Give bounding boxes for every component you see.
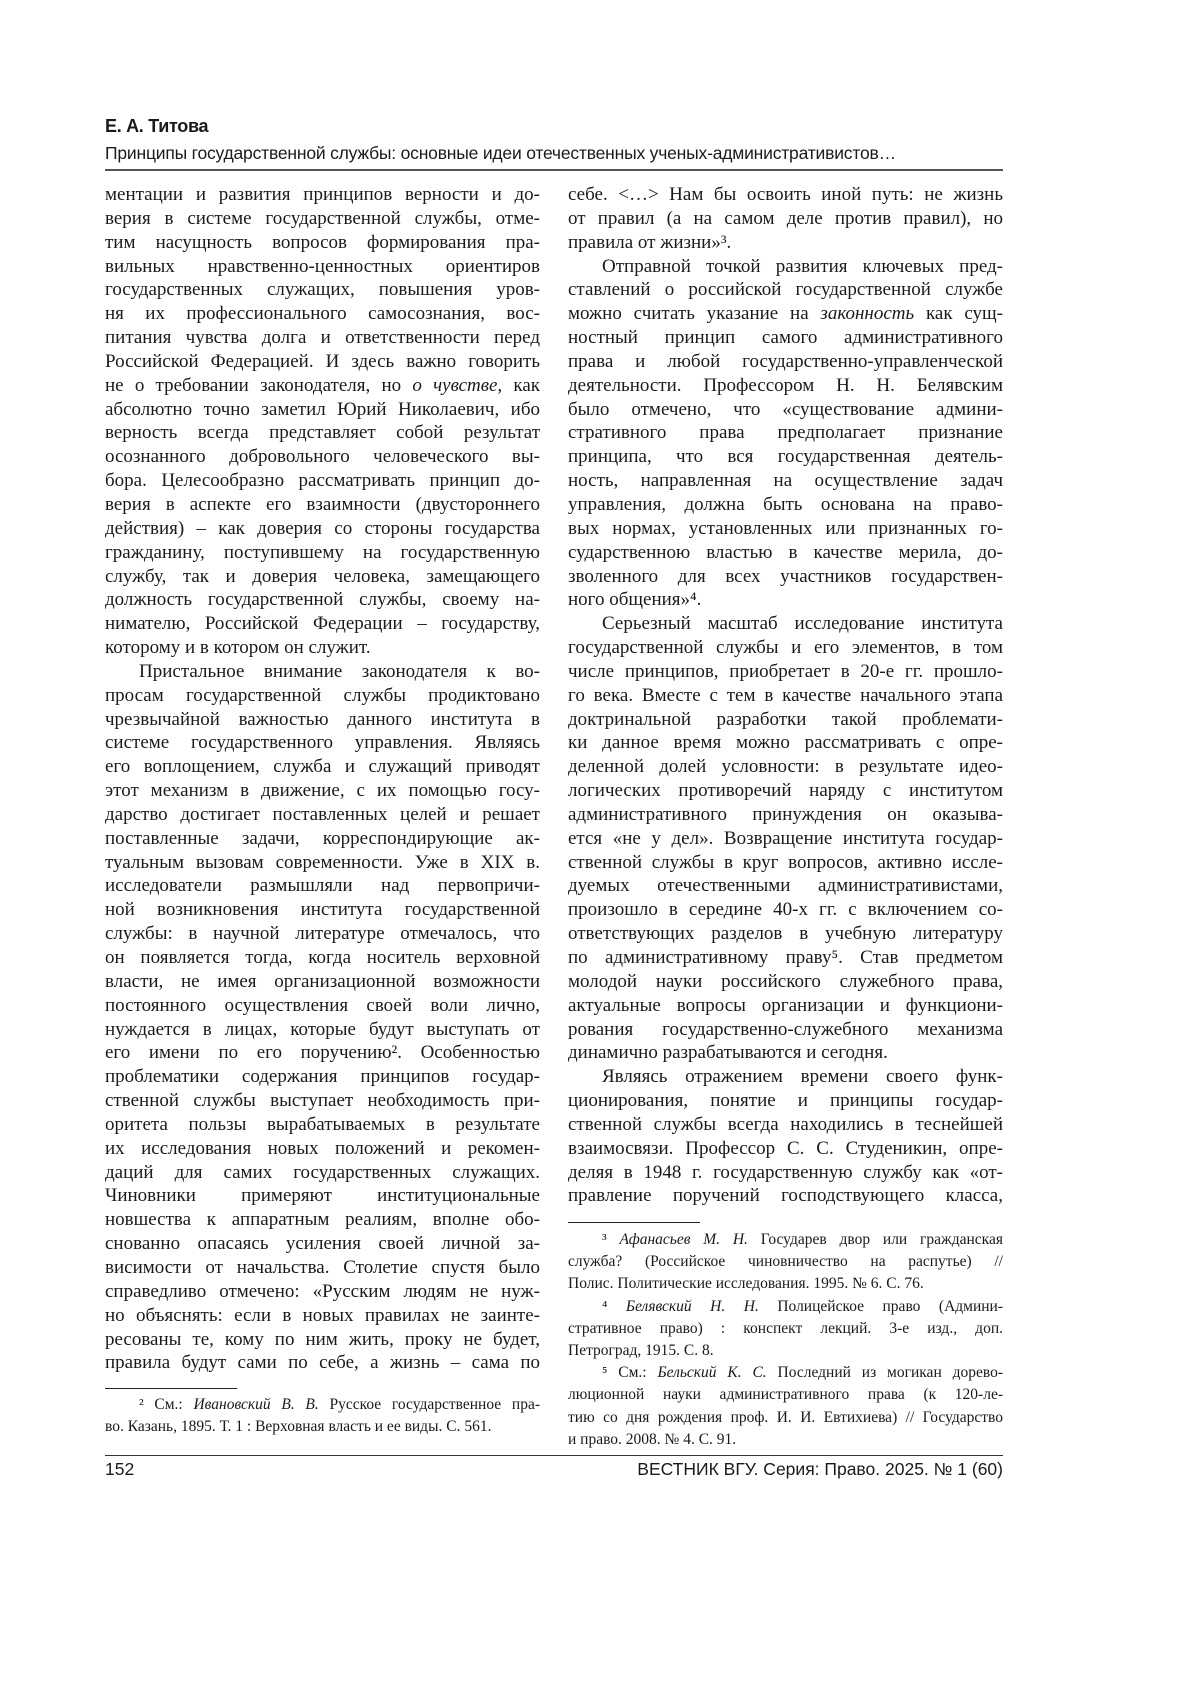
text-segment: Полицейское право (Админи- bbox=[759, 1298, 1003, 1315]
text-segment: государственной службы и его элементов, в том bbox=[568, 637, 1003, 658]
text-segment: службы: в научной литературе отмечалось, что bbox=[105, 923, 540, 944]
text-line bbox=[568, 1407, 1003, 1429]
text-segment: ставлений о российской государственной службе bbox=[568, 279, 1003, 300]
text-line bbox=[568, 278, 1003, 302]
text-segment: просам государственной службы продиктовано bbox=[105, 685, 540, 706]
text-segment: висимости от начальства. Столетие спустя было bbox=[105, 1257, 540, 1278]
text-line bbox=[568, 1184, 1003, 1208]
text-line bbox=[105, 1113, 540, 1137]
text-segment: динамично разрабатываются и сегодня. bbox=[568, 1042, 888, 1063]
text-line bbox=[568, 1041, 1003, 1065]
text-segment: правила от жизни»³. bbox=[568, 232, 731, 253]
text-line bbox=[105, 445, 540, 469]
text-segment: стративное право) : конспект лекций. 3-е изд., доп. bbox=[568, 1320, 1003, 1337]
text-line bbox=[105, 755, 540, 779]
text-segment: его воплощением, служба и служащий приводят bbox=[105, 756, 540, 777]
text-line bbox=[105, 1232, 540, 1256]
text-line bbox=[105, 350, 540, 374]
text-line bbox=[568, 541, 1003, 565]
footnote-divider-right bbox=[568, 1222, 700, 1223]
text-segment: молодой науки российского служебного права, bbox=[568, 971, 1003, 992]
text-segment: нимателю, Российской Федерации – государству, bbox=[105, 613, 540, 634]
text-segment: Отправной точкой развития ключевых пред- bbox=[602, 256, 1003, 277]
footnote-divider-left bbox=[105, 1388, 237, 1389]
text-segment: ной возникновения института государственной bbox=[105, 899, 540, 920]
text-line bbox=[568, 183, 1003, 207]
text-line bbox=[105, 326, 540, 350]
footer-divider bbox=[105, 1455, 1003, 1456]
text-line bbox=[568, 1273, 1003, 1295]
text-line bbox=[568, 827, 1003, 851]
text-segment: деляя в 1948 г. государственную службу как «от- bbox=[568, 1162, 1003, 1183]
text-line bbox=[568, 1296, 1003, 1318]
text-segment: верия в аспекте его взаимности (двустороннего bbox=[105, 494, 540, 515]
text-line bbox=[105, 1065, 540, 1089]
text-segment: нуждается в лицах, которые будут выступать от bbox=[105, 1019, 540, 1040]
text-segment: сударственною властью в качестве мерила, до- bbox=[568, 542, 1003, 563]
text-line bbox=[105, 1018, 540, 1042]
text-line bbox=[568, 898, 1003, 922]
text-line bbox=[568, 874, 1003, 898]
text-line bbox=[568, 1384, 1003, 1406]
italic-segment: Бельский К. С. bbox=[657, 1364, 766, 1381]
text-line bbox=[568, 1018, 1003, 1042]
text-line bbox=[105, 278, 540, 302]
text-line bbox=[105, 1041, 540, 1065]
text-line bbox=[105, 708, 540, 732]
text-line bbox=[105, 946, 540, 970]
text-segment: Последний из могикан дорево- bbox=[767, 1364, 1003, 1381]
text-line bbox=[105, 183, 540, 207]
text-line bbox=[105, 1394, 540, 1416]
text-segment: логических противоречий наряду с институтом bbox=[568, 780, 1003, 801]
text-line bbox=[568, 255, 1003, 279]
text-segment: Пристальное внимание законодателя к во- bbox=[139, 661, 540, 682]
text-segment: можно считать указание на bbox=[568, 303, 820, 324]
text-segment: во. Казань, 1895. Т. 1 : Верховная власть и ее виды. С. 561. bbox=[105, 1418, 491, 1435]
text-segment: как bbox=[502, 375, 540, 396]
left-column bbox=[105, 183, 540, 1375]
paragraph bbox=[105, 1394, 540, 1438]
text-line bbox=[568, 660, 1003, 684]
text-segment: числе принципов, приобретает в 20-е гг. прошло- bbox=[568, 661, 1003, 682]
text-segment: ⁴ bbox=[602, 1298, 626, 1315]
text-line bbox=[105, 684, 540, 708]
text-segment: проблематики содержания принципов государ- bbox=[105, 1066, 540, 1087]
text-segment: произошло в середине 40-х гг. с включением со- bbox=[568, 899, 1003, 920]
text-line bbox=[105, 1328, 540, 1352]
text-segment: было отмечено, что «существование админи- bbox=[568, 399, 1003, 420]
text-segment: административного принуждения он оказыва- bbox=[568, 804, 1003, 825]
text-segment: го века. Вместе с тем в качестве начального этапа bbox=[568, 685, 1003, 706]
text-segment: доктринальной разработки такой проблемати- bbox=[568, 709, 1003, 730]
text-line bbox=[568, 231, 1003, 255]
paragraph bbox=[568, 255, 1003, 613]
text-line bbox=[568, 1318, 1003, 1340]
text-line bbox=[568, 1113, 1003, 1137]
text-segment: взаимосвязи. Профессор С. С. Студеникин, опре- bbox=[568, 1138, 1003, 1159]
paragraph bbox=[568, 1362, 1003, 1451]
text-segment: ственной службы всегда находились в теснейшей bbox=[568, 1114, 1003, 1135]
text-segment: чрезвычайной важностью данного института в bbox=[105, 709, 540, 730]
text-segment: исследователи размышляли над первопричи- bbox=[105, 875, 540, 896]
text-segment: стративного права предполагает признание bbox=[568, 422, 1003, 443]
text-segment: службу, так и доверия человека, замещающего bbox=[105, 566, 540, 587]
text-segment: ³ bbox=[602, 1231, 619, 1248]
left-footnotes bbox=[105, 1394, 540, 1438]
text-segment: рования государственно-служебного механизма bbox=[568, 1019, 1003, 1040]
text-segment: ционирования, понятие и принципы государ- bbox=[568, 1090, 1003, 1111]
text-line bbox=[105, 493, 540, 517]
text-line bbox=[568, 708, 1003, 732]
text-segment: как сущ- bbox=[914, 303, 1003, 324]
text-segment: деленной долей условности: в результате идео- bbox=[568, 756, 1003, 777]
text-segment: себе. <…> Нам бы освоить иной путь: не жизнь bbox=[568, 184, 1003, 205]
text-segment: не о требовании законодателя, но bbox=[105, 375, 412, 396]
text-segment: ня их профессионального самосознания, вос- bbox=[105, 303, 540, 324]
text-line bbox=[105, 1280, 540, 1304]
text-segment: зволенного для всех участников государствен- bbox=[568, 566, 1003, 587]
text-line bbox=[568, 1089, 1003, 1113]
text-segment: и право. 2008. № 4. С. 91. bbox=[568, 1431, 736, 1448]
text-line bbox=[105, 660, 540, 684]
right-footnotes bbox=[568, 1229, 1003, 1451]
text-segment: питания чувства долга и ответственности перед bbox=[105, 327, 540, 348]
text-line bbox=[105, 1416, 540, 1438]
text-segment: государственных служащих, повышения уров- bbox=[105, 279, 540, 300]
italic-segment: Ивановский В. В. bbox=[193, 1396, 318, 1413]
text-segment: вых нормах, установленных или признанных го- bbox=[568, 518, 1003, 539]
text-segment: ственной службы в круг вопросов, активно иссле- bbox=[568, 852, 1003, 873]
text-segment: ментации и развития принципов верности и до- bbox=[105, 184, 540, 205]
text-line bbox=[568, 326, 1003, 350]
text-line bbox=[568, 1251, 1003, 1273]
text-line bbox=[568, 755, 1003, 779]
text-line bbox=[568, 946, 1003, 970]
paragraph bbox=[568, 183, 1003, 255]
text-line bbox=[568, 1340, 1003, 1362]
text-line bbox=[568, 517, 1003, 541]
text-line bbox=[568, 350, 1003, 374]
text-segment: Петроград, 1915. С. 8. bbox=[568, 1342, 714, 1359]
text-segment: верия в системе государственной службы, отме- bbox=[105, 208, 540, 229]
text-segment: справедливо отмечено: «Русским людям не нуж- bbox=[105, 1281, 540, 1302]
text-line bbox=[568, 1137, 1003, 1161]
italic-segment: о чувстве, bbox=[412, 375, 502, 396]
text-segment: осознанного добровольного человеческого вы- bbox=[105, 446, 540, 467]
italic-segment: Афанасьев М. Н. bbox=[619, 1231, 747, 1248]
text-line bbox=[105, 1208, 540, 1232]
text-line bbox=[105, 207, 540, 231]
text-segment: ного общения»⁴. bbox=[568, 589, 701, 610]
paragraph bbox=[105, 660, 540, 1375]
article-author: Е. А. Титова bbox=[105, 116, 208, 137]
text-line bbox=[568, 302, 1003, 326]
text-line bbox=[105, 1256, 540, 1280]
text-segment: поставленные задачи, корреспондирующие ак- bbox=[105, 828, 540, 849]
text-segment: верность всегда представляет собой результат bbox=[105, 422, 540, 443]
text-segment: ресованы те, кому по ним жить, проку не будет, bbox=[105, 1329, 540, 1350]
text-line bbox=[105, 565, 540, 589]
text-line bbox=[568, 469, 1003, 493]
text-segment: Государев двор или гражданская bbox=[748, 1231, 1003, 1248]
text-line bbox=[568, 493, 1003, 517]
text-line bbox=[568, 636, 1003, 660]
text-line bbox=[568, 565, 1003, 589]
text-segment: люционной науки административного права (к 120-ле- bbox=[568, 1386, 1003, 1403]
text-segment: ² См.: bbox=[139, 1396, 193, 1413]
text-line bbox=[105, 588, 540, 612]
text-line bbox=[105, 1089, 540, 1113]
italic-segment: Белявский Н. Н. bbox=[626, 1298, 759, 1315]
text-line bbox=[105, 541, 540, 565]
text-line bbox=[105, 469, 540, 493]
text-segment: ответствующих разделов в учебную литературу bbox=[568, 923, 1003, 944]
text-segment: гражданину, поступившему на государственную bbox=[105, 542, 540, 563]
text-line bbox=[568, 1065, 1003, 1089]
text-segment: этот механизм в движение, с их помощью госу- bbox=[105, 780, 540, 801]
text-line bbox=[568, 779, 1003, 803]
text-line bbox=[568, 374, 1003, 398]
text-segment: Полис. Политические исследования. 1995. № 6. С. 76. bbox=[568, 1275, 924, 1292]
text-line bbox=[105, 255, 540, 279]
paragraph bbox=[568, 1296, 1003, 1363]
text-segment: актуальные вопросы организации и функциони- bbox=[568, 995, 1003, 1016]
text-segment: новшества к аппаратным реалиям, вполне обо- bbox=[105, 1209, 540, 1230]
text-segment: от правил (а на самом деле против правил), но bbox=[568, 208, 1003, 229]
text-line bbox=[105, 803, 540, 827]
text-segment: бора. Целесообразно рассматривать принцип до- bbox=[105, 470, 540, 491]
text-line bbox=[105, 994, 540, 1018]
text-segment: их исследования новых положений и рекомен- bbox=[105, 1138, 540, 1159]
paragraph bbox=[568, 1229, 1003, 1296]
text-segment: права и любой государственно-управленческой bbox=[568, 351, 1003, 372]
text-segment: даций для самих государственных служащих. bbox=[105, 1162, 540, 1183]
text-segment: дуемых отечественными административистами, bbox=[568, 875, 1003, 896]
text-line bbox=[568, 588, 1003, 612]
text-segment: ⁵ См.: bbox=[602, 1364, 657, 1381]
text-segment: принципа, что вся государственная деятель- bbox=[568, 446, 1003, 467]
page-number: 152 bbox=[105, 1459, 134, 1480]
text-line bbox=[105, 874, 540, 898]
text-segment: тим насущность вопросов формирования пра- bbox=[105, 232, 540, 253]
text-line bbox=[568, 445, 1003, 469]
text-line bbox=[568, 398, 1003, 422]
text-line bbox=[568, 970, 1003, 994]
paragraph bbox=[105, 183, 540, 660]
text-line bbox=[568, 684, 1003, 708]
text-line bbox=[568, 207, 1003, 231]
text-segment: действия) – как доверия со стороны государства bbox=[105, 518, 540, 539]
running-title: Принципы государственной службы: основные идеи отечественных ученых-административистов… bbox=[105, 143, 896, 164]
text-segment: постоянного осуществления своей воли лично, bbox=[105, 995, 540, 1016]
text-line bbox=[568, 1161, 1003, 1185]
text-line bbox=[568, 803, 1003, 827]
text-line bbox=[105, 898, 540, 922]
text-segment: по административному праву⁵. Став предметом bbox=[568, 947, 1003, 968]
text-segment: Российской Федерацией. И здесь важно говорить bbox=[105, 351, 540, 372]
text-line bbox=[105, 1304, 540, 1328]
text-line bbox=[105, 302, 540, 326]
text-segment: власти, не имея организационной возможности bbox=[105, 971, 540, 992]
text-line bbox=[105, 970, 540, 994]
text-line bbox=[105, 636, 540, 660]
text-line bbox=[105, 1184, 540, 1208]
italic-segment: законность bbox=[820, 303, 914, 324]
text-segment: снованно опасаясь усиления своей личной за- bbox=[105, 1233, 540, 1254]
text-segment: служба? (Российское чиновничество на распутье) // bbox=[568, 1253, 1003, 1270]
text-line bbox=[105, 1351, 540, 1375]
header-divider bbox=[105, 169, 1003, 171]
text-line bbox=[105, 421, 540, 445]
text-line bbox=[105, 612, 540, 636]
text-line bbox=[105, 922, 540, 946]
text-line bbox=[568, 1429, 1003, 1451]
text-line bbox=[568, 731, 1003, 755]
text-line bbox=[568, 994, 1003, 1018]
text-segment: Являясь отражением времени своего функ- bbox=[602, 1066, 1003, 1087]
text-segment: оритета пользы вырабатываемых в результате bbox=[105, 1114, 540, 1135]
paragraph bbox=[568, 1065, 1003, 1208]
journal-name: ВЕСТНИК ВГУ. Серия: Право. 2025. № 1 (60) bbox=[637, 1459, 1003, 1480]
text-segment: дарство достигает поставленных целей и решает bbox=[105, 804, 540, 825]
text-segment: но объяснять: если в новых правилах не заинте- bbox=[105, 1305, 540, 1326]
text-segment: ностный принцип самого административного bbox=[568, 327, 1003, 348]
text-line bbox=[568, 1229, 1003, 1251]
text-line bbox=[105, 374, 540, 398]
text-segment: Чиновники примеряют институциональные bbox=[105, 1185, 540, 1206]
text-segment: ность, направленная на осуществление задач bbox=[568, 470, 1003, 491]
text-segment: его имени по его поручению². Особенностью bbox=[105, 1042, 540, 1063]
text-segment: деятельности. Профессором Н. Н. Белявским bbox=[568, 375, 1003, 396]
text-line bbox=[568, 922, 1003, 946]
text-segment: системе государственного управления. Являясь bbox=[105, 732, 540, 753]
text-line bbox=[105, 231, 540, 255]
text-line bbox=[568, 421, 1003, 445]
text-line bbox=[568, 1362, 1003, 1384]
text-segment: Серьезный масштаб исследование института bbox=[602, 613, 1003, 634]
text-segment: правление поручений господствующего класса, bbox=[568, 1185, 1003, 1206]
text-line bbox=[105, 1161, 540, 1185]
text-segment: которому и в котором он служит. bbox=[105, 637, 371, 658]
text-segment: ки данное время можно рассматривать с опре- bbox=[568, 732, 1003, 753]
text-segment: правила будут сами по себе, а жизнь – сама по bbox=[105, 1352, 540, 1373]
paragraph bbox=[568, 612, 1003, 1065]
text-line bbox=[105, 517, 540, 541]
text-segment: управления, должна быть основана на право- bbox=[568, 494, 1003, 515]
text-line bbox=[105, 731, 540, 755]
text-segment: абсолютно точно заметил Юрий Николаевич, ибо bbox=[105, 399, 540, 420]
text-line bbox=[105, 827, 540, 851]
text-segment: он появляется тогда, когда носитель верховной bbox=[105, 947, 540, 968]
right-column bbox=[568, 183, 1003, 1208]
text-segment: должность государственной службы, своему на- bbox=[105, 589, 540, 610]
text-segment: Русское государственное пра- bbox=[319, 1396, 540, 1413]
text-line bbox=[568, 851, 1003, 875]
text-line bbox=[105, 851, 540, 875]
text-line bbox=[105, 1137, 540, 1161]
text-segment: туальным вызовам современности. Уже в XIX в. bbox=[105, 852, 540, 873]
text-line bbox=[105, 779, 540, 803]
text-segment: ственной службы выступает необходимость при- bbox=[105, 1090, 540, 1111]
text-segment: вильных нравственно-ценностных ориентиров bbox=[105, 256, 540, 277]
text-line bbox=[105, 398, 540, 422]
text-segment: ется «не у дел». Возвращение института государ- bbox=[568, 828, 1003, 849]
text-segment: тию со дня рождения проф. И. И. Евтихиева) // Государство bbox=[568, 1409, 1003, 1426]
text-line bbox=[568, 612, 1003, 636]
